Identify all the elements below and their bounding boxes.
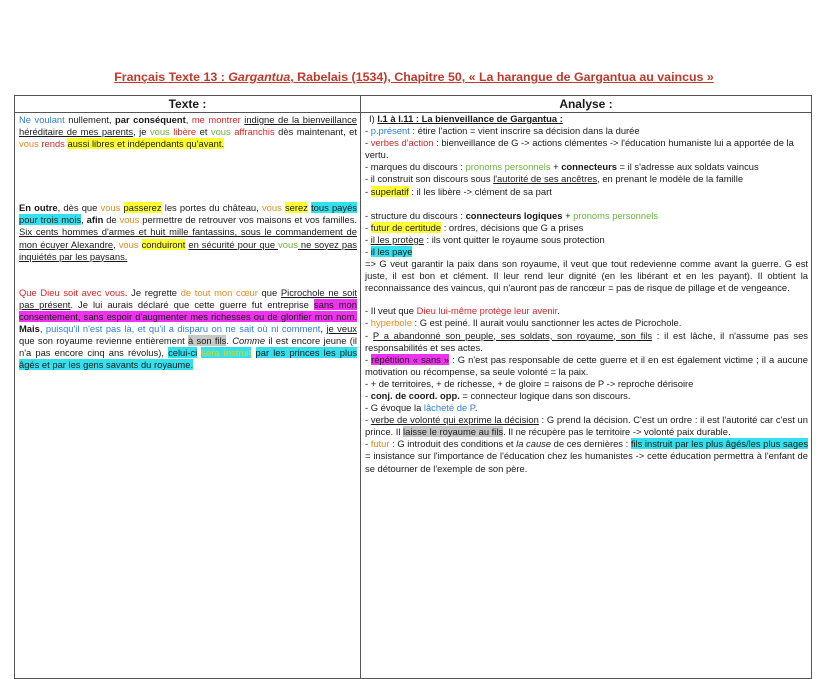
text-run: vous (278, 238, 298, 250)
text-run: : il est lâche, il n'assume pas ses responsabilités et ses actes. (365, 329, 808, 353)
page-title: Français Texte 13 : Gargantua, Rabelais (1534), Chapitre 50, « La harangue de Gargantua au vaincus » (114, 70, 714, 84)
analysis-line (365, 113, 808, 125)
text-run: à son fils (188, 335, 227, 347)
analysis-line (365, 161, 808, 173)
text-run: futur (370, 438, 390, 450)
text-run: dès maintenant, et (274, 126, 357, 138)
text-run: Picrochole ne soit pas présent (19, 286, 357, 310)
text-run: nullement, (64, 114, 116, 125)
text-run: : bienveillance de G -> actions clémentes -> l'éducation humaniste lui a apportée de la vertu. (365, 137, 794, 161)
analysis-line (365, 402, 808, 414)
text-run: => G veut garantir la paix dans son royaume, il veut que tout redevienne comme avant la guerre. G est juste, il est bon et clément. Il leur rend leur dignité (en les libérant et en les payant). Il obtient la reconnaissance des vaincus, qui n'auront pas de rancœur = pas de risque de pillage et de vengeance. (365, 258, 808, 294)
text-run: - (365, 125, 371, 137)
text-run: me montrer (191, 114, 241, 125)
text-run: vous (118, 238, 139, 250)
analysis-line (365, 317, 808, 329)
text-run: rends (41, 138, 65, 150)
text-run: vous (210, 126, 231, 138)
text-run: connecteurs logiques (465, 209, 563, 221)
text-run: connecteurs (561, 161, 617, 173)
text-run: , dès que (57, 202, 101, 214)
text-run: + (562, 209, 574, 221)
text-run: les portes du château, (161, 202, 262, 214)
text-run: , je (133, 126, 150, 138)
text-run: que son royaume revienne entièrement (19, 335, 189, 347)
text-run: : il les libère -> clément de sa part (408, 185, 552, 197)
text-run: . (474, 402, 478, 414)
text-run (251, 347, 255, 358)
text-run: . (557, 305, 560, 317)
text-run: - (365, 438, 371, 450)
analyse-section-2 (365, 210, 808, 295)
text-run: par les princes les plus âgés et par les gens savants du royaume. (19, 347, 357, 371)
text-run: = insistance sur l'importance de l'éducation chez les humanistes -> cette éducation permettra à l'enfant de se détourner de l'exemple de son père. (365, 450, 808, 474)
text-run: il est encore jeune (il n'a pas encore cinq ans révolus), (19, 335, 357, 359)
text-run: lâcheté de P (423, 402, 475, 414)
text-run: - (365, 353, 372, 365)
text-run: indigne de la bienveillance héréditaire de mes parents (19, 114, 357, 138)
text-run: conduiront (141, 238, 186, 250)
text-run: vous (19, 138, 39, 150)
table-row (15, 113, 812, 679)
texte-paragraph-1 (19, 114, 357, 150)
text-run: puisqu'il n'est pas là, et qu'il a disparu on ne sait où ni comment (45, 323, 321, 335)
text-run: Dieu lui-même protège leur avenir (416, 305, 558, 317)
analysis-line (365, 234, 808, 246)
text-run: : ils vont quitter le royaume sous protection (423, 233, 605, 245)
analyse-cell (361, 113, 812, 679)
text-run: - (365, 329, 373, 341)
text-run: affranchis (234, 126, 275, 138)
texte-cell (15, 113, 361, 679)
table-header-row (15, 96, 812, 113)
text-run: il les paye (370, 245, 413, 257)
text-run: - (365, 414, 371, 426)
text-run: afin (86, 214, 104, 226)
text-run: Ne voulant (19, 114, 65, 125)
text-run: pronoms personnels (465, 161, 551, 173)
text-run: celui-ci (168, 347, 198, 359)
text-run: vous (261, 202, 282, 214)
text-run: superlatif (370, 185, 409, 197)
analysis-line (365, 258, 808, 294)
analysis-line (365, 378, 808, 390)
text-run: conj. de coord. opp. (370, 389, 460, 401)
text-run: I) (369, 113, 378, 124)
text-run: aussi libres et indépendants qu'avant. (67, 138, 225, 150)
text-run: serez (284, 202, 308, 214)
text-run: - (365, 137, 371, 149)
analysis-line (365, 438, 808, 474)
text-run: vous (149, 126, 170, 138)
analyse-section-1 (365, 113, 808, 198)
text-run: p.présent (370, 125, 410, 137)
text-run: - structure du discours : (365, 209, 466, 221)
text-run: En outre (19, 202, 58, 214)
texte-paragraph-2 (19, 202, 357, 262)
text-run: - Il veut que (365, 305, 417, 317)
text-run: fils instruit par les plus âgés/les plus sages (630, 438, 809, 450)
text-run: verbe de volonté qui exprime la décision (370, 414, 539, 426)
text-run: et (196, 126, 211, 138)
text-run: futur de certitude (370, 221, 442, 233)
text-run: par conséquent (115, 114, 186, 125)
text-run: . Je regrette (124, 286, 181, 298)
text-run: - + de territoires, + de richesse, + de gloire = raisons de P -> reproche dérisoire (365, 377, 694, 389)
text-run: il les protège (370, 233, 424, 245)
texte-paragraph-3 (19, 287, 357, 372)
text-run: sera instruit (201, 347, 252, 359)
text-run: l'autorité de ses ancêtres (493, 173, 598, 185)
text-run: Six cents hommes d'armes et huit mille fantassins, sous le commandement de mon écuyer Alexandre, (19, 226, 357, 250)
text-run: pronoms personnels (573, 209, 659, 221)
text-run: hyperbole (370, 317, 412, 329)
analysis-line (365, 330, 808, 354)
text-run: passerez (123, 202, 162, 214)
text-run: + (550, 161, 562, 173)
text-run: - (365, 245, 371, 257)
text-run: : G introduit des conditions et (389, 438, 517, 450)
text-run: que (257, 286, 281, 298)
text-run: verbes d'action (370, 137, 434, 149)
analysis-line (365, 246, 808, 258)
text-run: , (81, 214, 87, 226)
text-run: : G prend la décision. C'est un ordre : il est l'autorité car c'est un prince. Il (365, 414, 808, 438)
text-run: - G évoque la (365, 402, 424, 414)
header-analyse: Analyse : (361, 96, 812, 113)
text-run: . Il ne récupère pas le territoire -> volonté paix durable. (503, 426, 731, 438)
text-run: répétition « sans » (371, 353, 450, 365)
analysis-line (365, 390, 808, 402)
text-run: = connecteur logique dans son discours. (459, 389, 631, 401)
text-run: de (103, 214, 120, 226)
text-run: - (365, 389, 371, 401)
text-run: . Je lui aurais déclaré que cette guerre fut entreprise (70, 298, 314, 310)
analysis-line (365, 354, 808, 378)
text-run: l.1 à l.11 : La bienveillance de Gargantua : (377, 113, 563, 124)
text-run: , (39, 323, 46, 335)
text-run: - (365, 221, 371, 233)
analysis-line (365, 137, 808, 161)
text-run: - il construit son discours sous (365, 173, 494, 185)
text-run: , (185, 114, 192, 125)
text-run: = il s'adresse aux soldats vaincus (616, 161, 759, 173)
analysis-line (365, 414, 808, 438)
text-run: - (365, 233, 371, 245)
text-run: de ces dernières : (551, 438, 631, 450)
text-run: de tout mon cœur (180, 286, 258, 298)
text-run: Mais (19, 323, 40, 335)
text-run: je veux (326, 323, 357, 335)
text-run: en sécurité pour que (188, 238, 279, 250)
text-run: - (365, 317, 371, 329)
text-run: : étire l'action = vient inscrire sa décision dans la durée (409, 125, 640, 137)
text-run: sans mon consentement, sans espoir d'augmenter mes richesses ou de glorifier mon nom. (19, 298, 357, 322)
text-run: tous payés pour trois mois (19, 202, 357, 226)
text-run: permettre de retrouver vos maisons et vos familles. (139, 214, 358, 226)
text-run: ne soyez pas inquiétés par les paysans. (19, 238, 357, 262)
text-run: , (320, 323, 327, 335)
text-run: vous (100, 202, 121, 214)
text-run: - marques du discours : (365, 161, 466, 173)
header-texte: Texte : (15, 96, 361, 113)
analysis-line (365, 125, 808, 137)
analysis-table (14, 95, 812, 679)
text-run: vous (119, 214, 140, 226)
analysis-line (365, 210, 808, 222)
text-run: : ordres, décisions que G a prises (441, 221, 584, 233)
text-run: . (226, 335, 233, 347)
text-run: la cause (516, 438, 552, 450)
analysis-line (365, 173, 808, 185)
text-run: laisse le royaume au fils (403, 426, 504, 438)
text-run: - (365, 185, 371, 197)
analysis-line (365, 186, 808, 198)
text-run: Comme (232, 335, 266, 347)
text-run: : G est peiné. Il aurait voulu sanctionner les actes de Picrochole. (411, 317, 682, 329)
analysis-line (365, 222, 808, 234)
analysis-line (365, 305, 808, 317)
text-run: libère (173, 126, 197, 138)
text-run: : G n'est pas responsable de cette guerre et il en est également victime ; il a aucune motivation ou récompense, sa seule volonté = la paix. (365, 353, 808, 377)
text-run: Que Dieu soit avec vous (19, 286, 125, 298)
text-run: P a abandonné son peuple, ses soldats, son royaume, son fils (372, 329, 653, 341)
analyse-section-3 (365, 305, 808, 474)
text-run: , en prenant le modèle de la famille (597, 173, 744, 185)
